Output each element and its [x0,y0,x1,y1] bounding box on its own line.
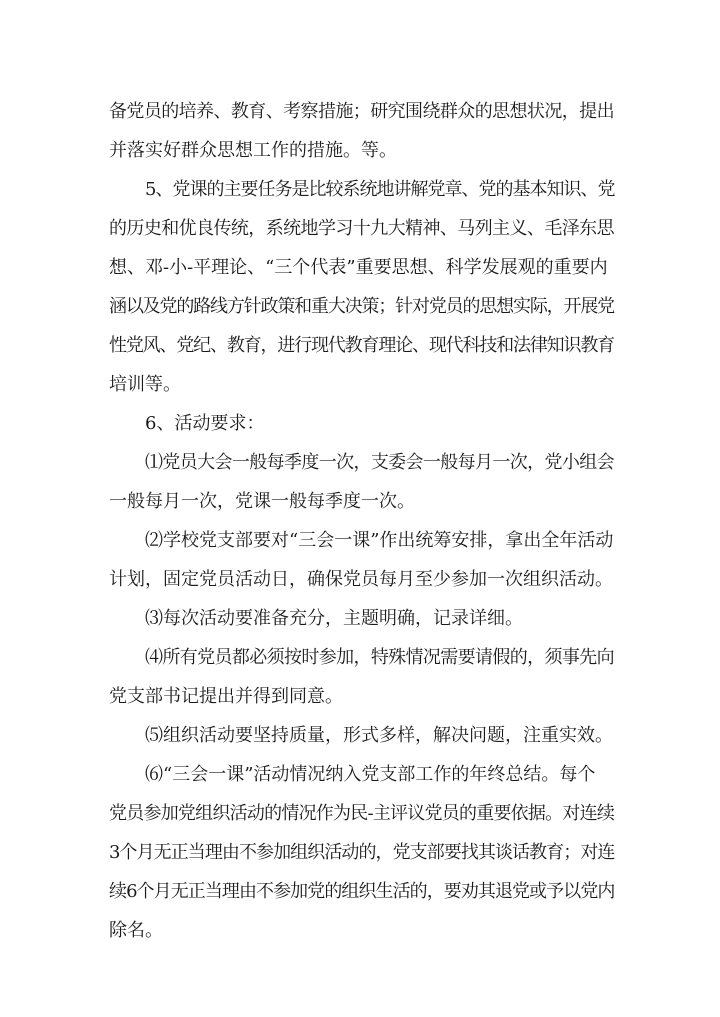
text-line: 的历史和优良传统，系统地学习十九大精神、马列主义、毛泽东思 [109,218,614,239]
text-line: 党支部书记提出并得到同意。 [109,686,343,707]
text-line: 党员参加党组织活动的情况作为民-主评议党员的重要依据。对连续 [109,803,615,824]
text-line: ⑴党员大会一般每季度一次，支委会一般每月一次，党小组会 [145,452,614,473]
text-line: ⑹“三会一课”活动情况纳入党支部工作的年终总结。每个 [145,764,596,785]
document-body [109,92,614,950]
text-line: 除名。 [109,920,163,941]
text-line: ⑵学校党支部要对“三会一课”作出统筹安排，拿出全年活动 [145,530,614,551]
text-line: 计划，固定党员活动日，确保党员每月至少参加一次组织活动。 [109,569,613,590]
text-line: 培训等。 [109,374,181,395]
text-line: 5、党课的主要任务是比较系统地讲解党章、党的基本知识、党 [145,179,615,200]
text-line: ⑷所有党员都必须按时参加，特殊情况需要请假的，须事先向 [145,647,614,668]
text-line: 备党员的培养、教育、考察措施；研究围绕群众的思想状况，提出 [109,101,614,122]
text-line: 并落实好群众思想工作的措施。等。 [109,140,397,161]
text-line: ⑶每次活动要准备充分，主题明确，记录详细。 [145,608,523,629]
text-line: 6、活动要求： [145,413,265,434]
text-line: 续6个月无正当理由不参加党的组织生活的，要劝其退党或予以党内 [109,881,615,902]
text-line: 性党风、党纪、教育，进行现代教育理论、现代科技和法律知识教育 [109,335,614,356]
text-line: 一般每月一次，党课一般每季度一次。 [109,491,415,512]
text-line: 想、邓-小-平理论、“三个代表”重要思想、科学发展观的重要内 [109,257,608,278]
text-line: ⑸组织活动要坚持质量，形式多样，解决问题，注重实效。 [145,725,613,746]
text-line: 3个月无正当理由不参加组织活动的，党支部要找其谈话教育；对连 [109,842,615,863]
text-line: 涵以及党的路线方针政策和重大决策；针对党员的思想实际，开展党 [109,296,614,317]
